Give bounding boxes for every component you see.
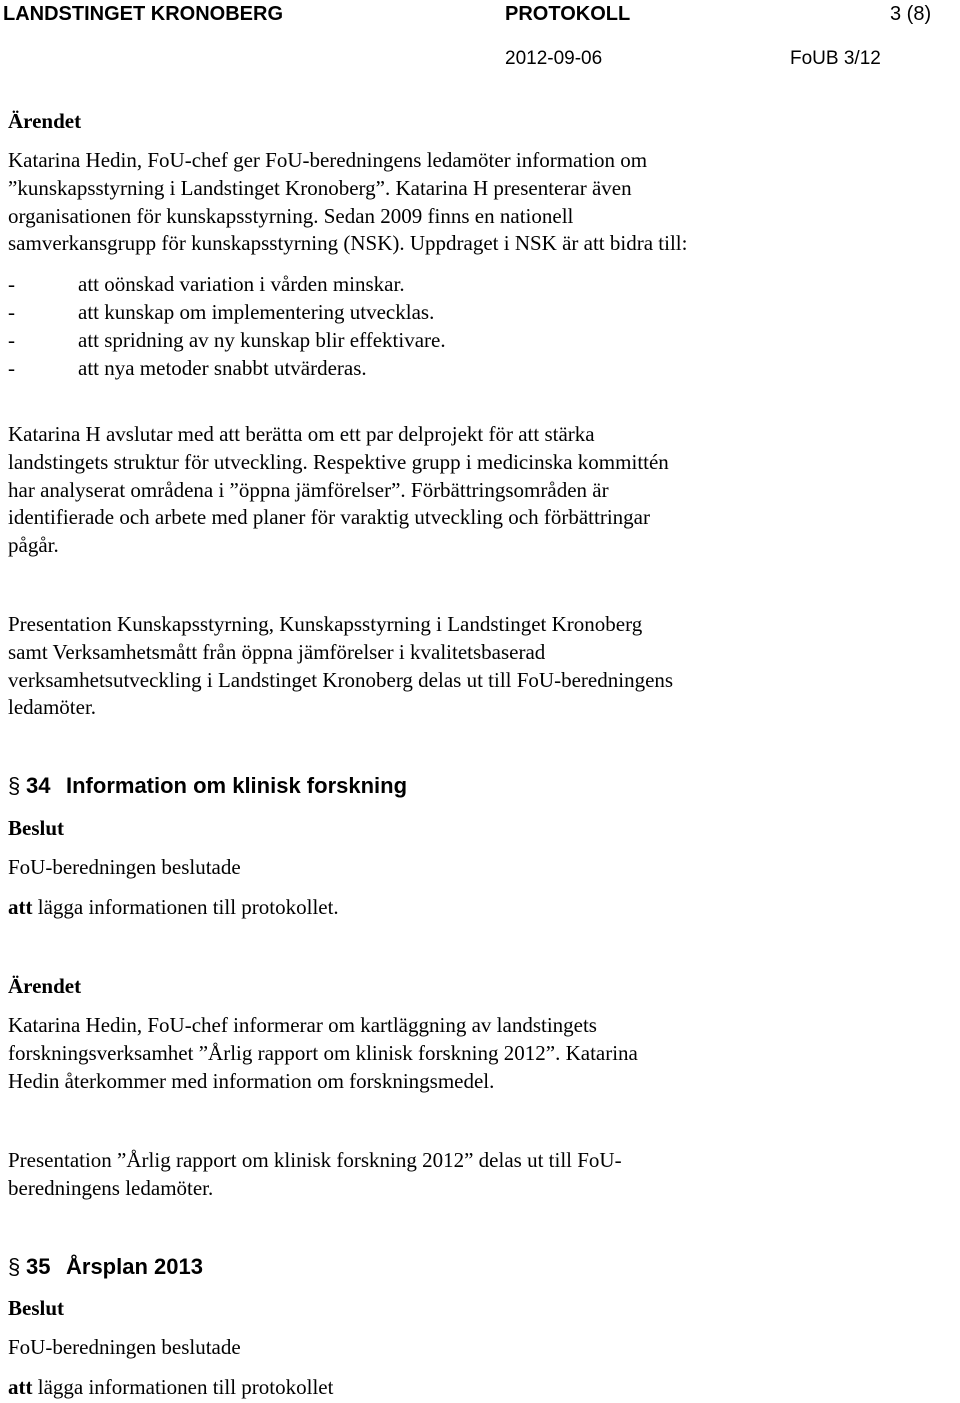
text-line: ”kunskapsstyrning i Landstinget Kronoberg”. Katarina H presenterar även [8,175,632,200]
section-title: Information om klinisk forskning [66,773,408,798]
list-item: - att spridning av ny kunskap blir effektivare. [8,328,446,352]
beslut-lead-35: FoU-beredningen beslutade [8,1335,241,1359]
header-date: 2012-09-06 [505,48,603,69]
text-line: identifierade och arbete med planer för varaktig utveckling och förbättringar [8,505,650,530]
beslut-att: att [8,1375,33,1399]
list-item: - att kunskap om implementering utvecklas. [8,300,435,324]
rapport-paragraph [8,1147,953,1203]
beslut-att: att [8,895,33,919]
section-number: 34 [26,773,51,798]
text-line: landstingets struktur för utveckling. Respektive grupp i medicinska kommittén [8,449,669,474]
text-line: samverkansgrupp för kunskapsstyrning (NSK). Uppdraget i NSK är att bidra till: [8,231,688,256]
text-line: har analyserat områdena i ”öppna jämförelser”. Förbättringsområden är [8,477,609,502]
section-34-heading [8,772,407,800]
text-line: Katarina Hedin, FoU-chef informerar om kartläggning av landstingets [8,1013,597,1037]
arendet-heading-1: Ärendet [8,109,82,133]
paragraph-mark: § [8,1254,21,1279]
paragraph-mark: § [8,773,21,798]
text-line: Presentation ”Årlig rapport om klinisk forskning 2012” delas ut till FoU- [8,1148,622,1172]
beslut-lead-34: FoU-beredningen beslutade [8,855,241,879]
text-line: Presentation Kunskapsstyrning, Kunskapsstyrning i Landstinget Kronoberg [8,612,643,636]
intro-paragraph [8,147,953,258]
beslut-remaining-text: lägga informationen till protokollet. [32,895,339,919]
text-line: organisationen för kunskapsstyrning. Sedan 2009 finns en nationell [8,203,574,228]
nsk-bullet-list [8,270,446,382]
beslut-text-35 [8,1374,333,1400]
section-35-heading [8,1253,203,1281]
kartlaggning-paragraph [8,1012,953,1095]
list-item: - att nya metoder snabbt utvärderas. [8,356,367,380]
text-line: Hedin återkommer med information om forskningsmedel. [8,1068,495,1093]
presentation-paragraph [8,611,953,722]
text-line: ledamöter. [8,695,97,720]
arendet-heading-34: Ärendet [8,974,82,998]
text-line: Katarina H avslutar med att berätta om ett par delprojekt för att stärka [8,422,595,446]
list-item: - att oönskad variation i vården minskar. [8,272,405,296]
text-line: pågår. [8,533,59,558]
beslut-text-34 [8,894,339,920]
delprojekt-paragraph [8,421,953,560]
text-line: forskningsverksamhet ”Årlig rapport om klinisk forskning 2012”. Katarina [8,1040,638,1065]
beslut-heading-34: Beslut [8,816,65,840]
text-line: Katarina Hedin, FoU-chef ger FoU-beredningens ledamöter information om [8,148,648,172]
header-org: LANDSTINGET KRONOBERG [3,3,283,25]
text-line: verksamhetsutveckling i Landstinget Kronoberg delas ut till FoU-beredningens [8,667,674,692]
beslut-remaining-text: lägga informationen till protokollet [32,1375,334,1399]
text-line: samt Verksamhetsmått från öppna jämförelser i kvalitetsbaserad [8,639,546,664]
section-number: 35 [26,1254,51,1279]
header-reference: FoUB 3/12 [790,48,881,69]
beslut-heading-35: Beslut [8,1296,65,1320]
section-title: Årsplan 2013 [66,1254,203,1279]
text-line: beredningens ledamöter. [8,1175,214,1200]
header-page-number: 3 (8) [890,3,932,25]
header-doc-type: PROTOKOLL [505,3,631,25]
